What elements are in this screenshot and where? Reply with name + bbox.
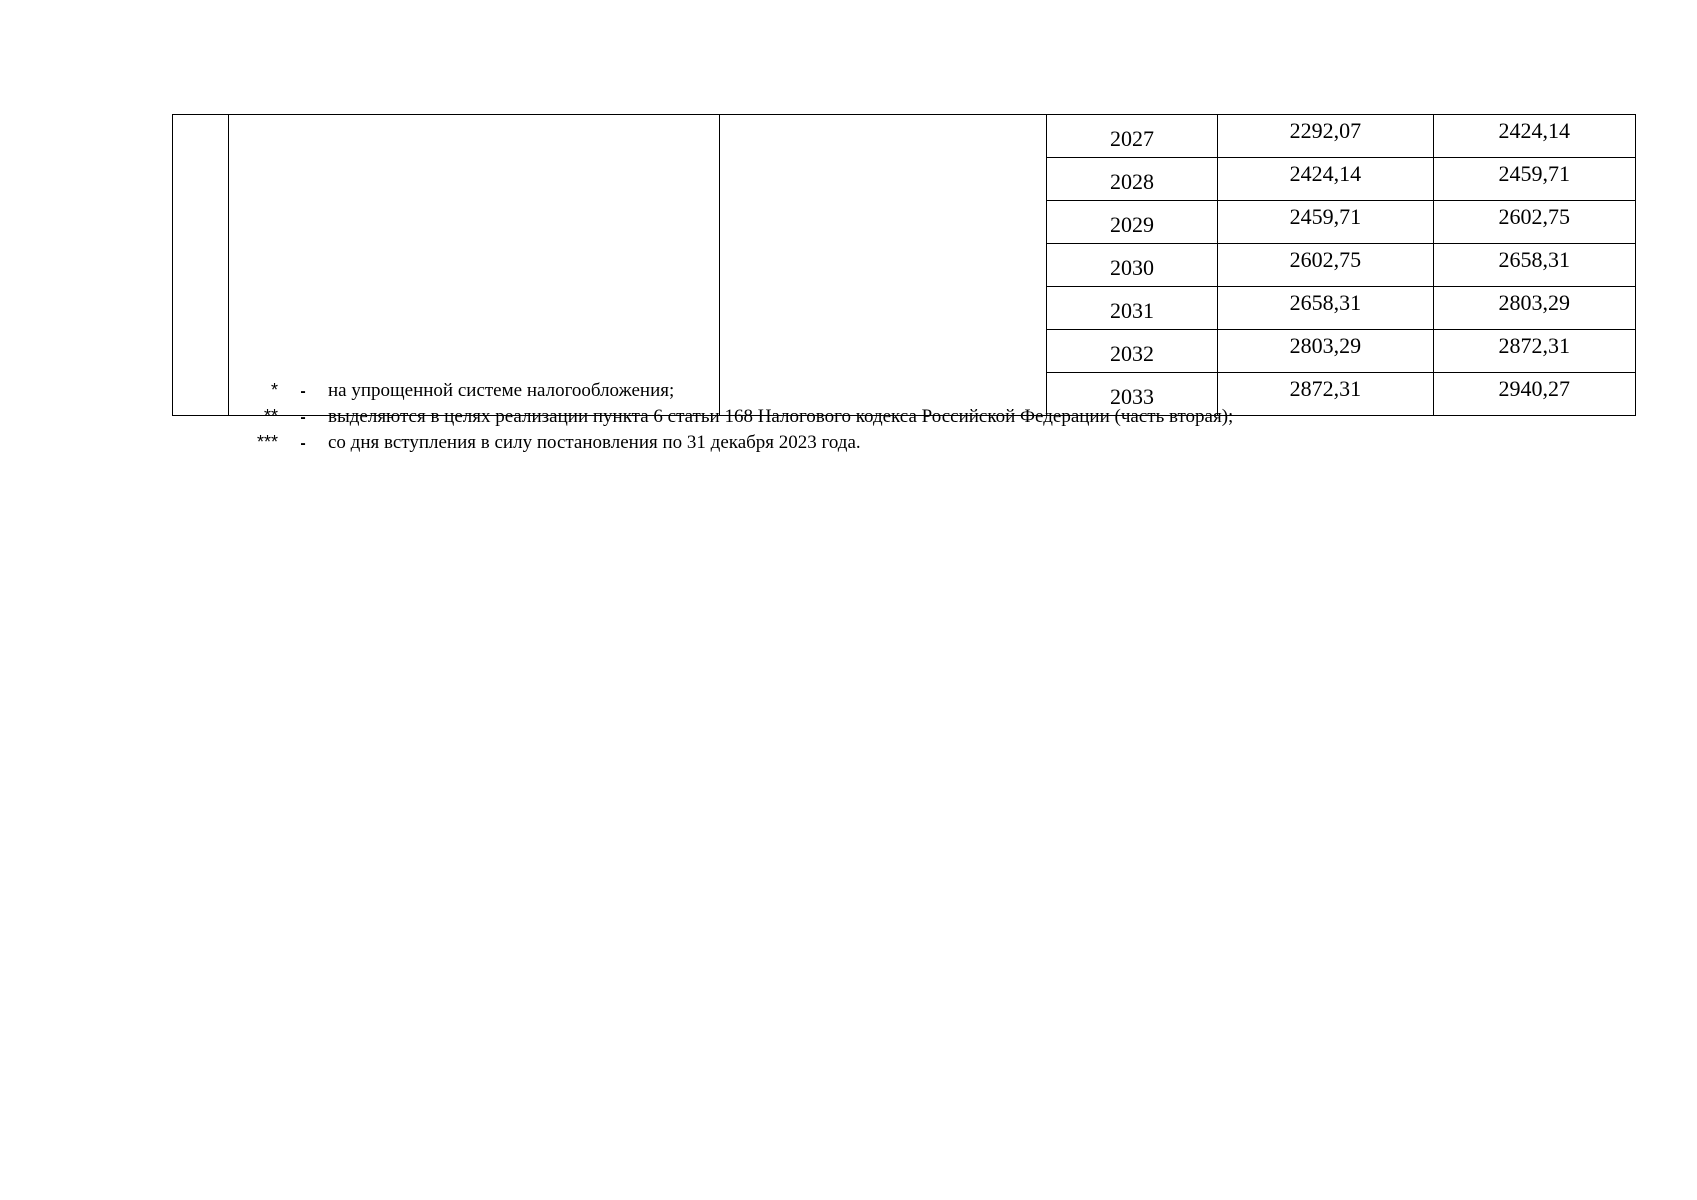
footnote-text: со дня вступления в силу постановления по 31 декабря 2023 года. <box>328 432 861 453</box>
footnote-2 <box>230 404 1233 430</box>
footnote-marker: ** <box>263 406 278 426</box>
year-cell: 2030 <box>1046 244 1217 287</box>
footnote-dash: - <box>300 435 306 452</box>
tariff-value-2-cell: 2872,31 <box>1433 330 1635 373</box>
tariff-value-2-cell: 2424,14 <box>1433 115 1635 158</box>
footnote-dash: - <box>300 409 306 426</box>
row-number-cell <box>173 115 229 416</box>
tariff-value-1-cell: 2424,14 <box>1218 158 1433 201</box>
organization-name-cell <box>229 115 720 416</box>
footnote-1 <box>230 378 1233 404</box>
table-body <box>173 115 1636 416</box>
table-row <box>173 115 1636 158</box>
tariff-value-1-cell: 2459,71 <box>1218 201 1433 244</box>
tariff-table <box>172 114 1636 416</box>
tariff-value-1-cell: 2872,31 <box>1218 373 1433 416</box>
tariff-type-cell <box>720 115 1047 416</box>
footnote-marker: * <box>270 380 278 400</box>
year-cell: 2029 <box>1046 201 1217 244</box>
footnote-3 <box>230 430 1233 456</box>
tariff-value-2-cell: 2459,71 <box>1433 158 1635 201</box>
tariff-value-1-cell: 2602,75 <box>1218 244 1433 287</box>
footnote-text: на упрощенной системе налогообложения; <box>328 380 675 401</box>
year-cell: 2027 <box>1046 115 1217 158</box>
year-cell: 2033 <box>1046 373 1217 416</box>
tariff-value-2-cell: 2940,27 <box>1433 373 1635 416</box>
year-cell: 2032 <box>1046 330 1217 373</box>
footnotes <box>230 378 1233 456</box>
tariff-value-1-cell: 2292,07 <box>1218 115 1433 158</box>
footnote-dash: - <box>300 383 306 400</box>
footnote-marker: *** <box>256 432 278 452</box>
tariff-value-2-cell: 2803,29 <box>1433 287 1635 330</box>
year-cell: 2028 <box>1046 158 1217 201</box>
tariff-value-2-cell: 2658,31 <box>1433 244 1635 287</box>
footnote-text: выделяются в целях реализации пункта 6 статьи 168 Налогового кодекса Российской Федерации (часть вторая); <box>328 406 1234 427</box>
tariff-value-2-cell: 2602,75 <box>1433 201 1635 244</box>
year-cell: 2031 <box>1046 287 1217 330</box>
tariff-value-1-cell: 2658,31 <box>1218 287 1433 330</box>
tariff-value-1-cell: 2803,29 <box>1218 330 1433 373</box>
